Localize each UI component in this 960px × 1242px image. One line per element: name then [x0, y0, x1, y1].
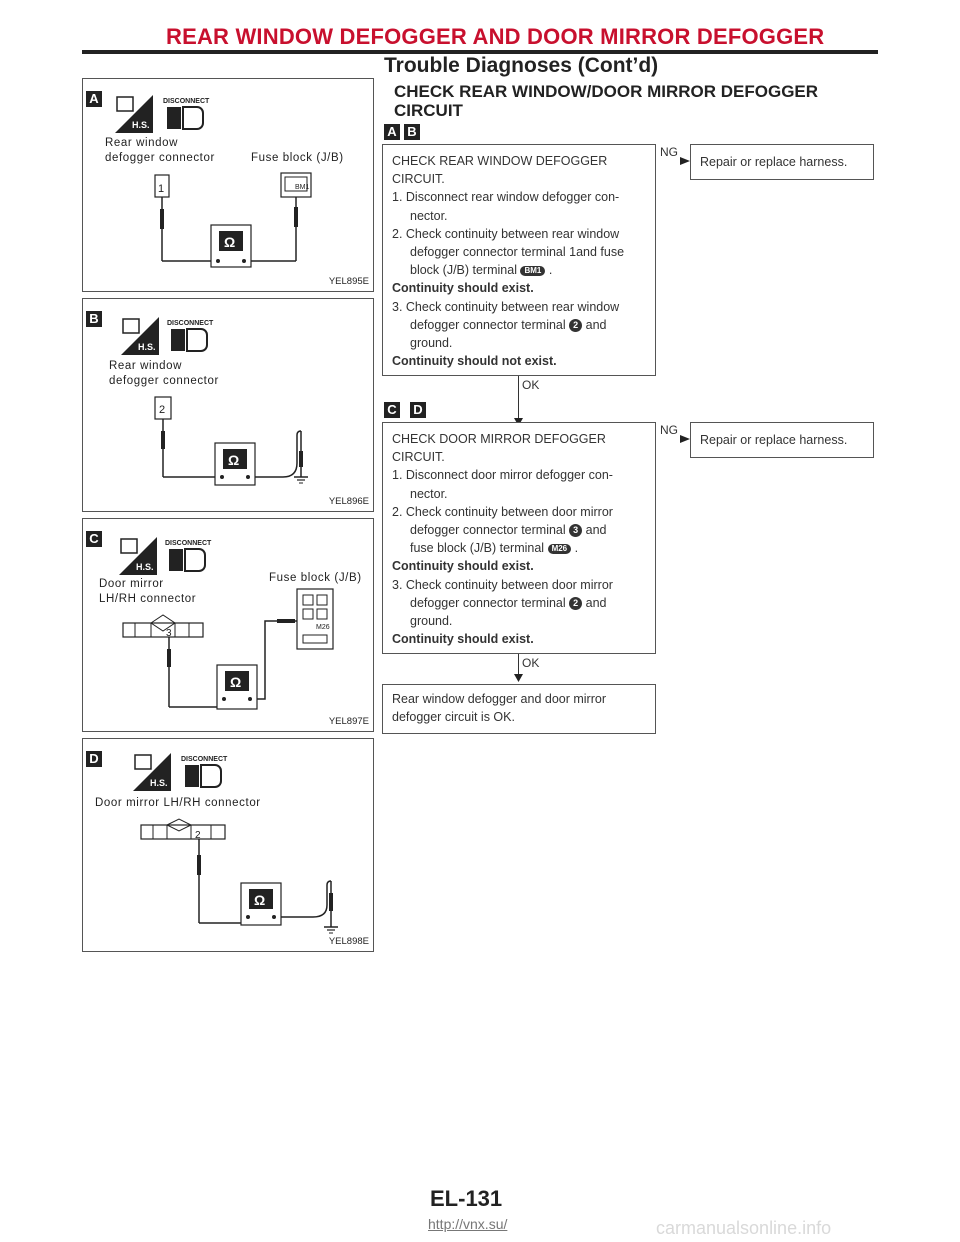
circled-terminal: 2 [569, 319, 582, 332]
disconnect-label: DISCONNECT [165, 540, 212, 547]
hs-label: H.S. [150, 778, 168, 788]
repair-box: Repair or replace harness. [690, 422, 874, 458]
ng-label: NG [660, 423, 678, 437]
panel-tag-c: C [86, 531, 102, 547]
flow-connector [518, 376, 519, 420]
step-tag-b: B [404, 124, 420, 140]
hs-label: H.S. [132, 120, 150, 130]
step1-box: CHECK REAR WINDOW DEFOGGER CIRCUIT. 1. Disconnect rear window defogger con- nector. 2. Check continuity between rear window defogger connector terminal 1and fuse block (J/B) terminal BM1 . Continuity should exist. 3. Check continuity between rear window defogger connector terminal 2 and ground. Continuity should not exist. [382, 144, 656, 376]
svg-text:Ω: Ω [254, 892, 266, 908]
panel-tag-b: B [86, 311, 102, 327]
diagram-panel-a [82, 78, 374, 292]
connector-label: Rear window defogger connector [105, 137, 215, 164]
disconnect-icon [181, 753, 231, 791]
figure-code: YEL895E [328, 276, 369, 287]
disconnect-icon [167, 317, 217, 355]
hs-icon [115, 95, 153, 133]
diagram-panel-c [82, 518, 374, 732]
hs-label: H.S. [136, 562, 154, 572]
svg-text:Ω: Ω [224, 234, 236, 250]
connector-pin-label: 2 [159, 404, 166, 416]
disconnect-label: DISCONNECT [181, 756, 228, 763]
hs-icon [119, 537, 157, 575]
watermark: carmanualsonline.info [656, 1218, 832, 1238]
step-tag-d: D [410, 402, 426, 418]
result-box: Rear window defogger and door mirror defogger circuit is OK. [382, 684, 656, 734]
repair-box: Repair or replace harness. [690, 144, 874, 180]
source-link[interactable]: http://vnx.su/ [428, 1216, 508, 1232]
svg-text:Ω: Ω [228, 452, 240, 468]
panel-tag-a: A [86, 91, 102, 107]
wiring-diagram [143, 171, 343, 281]
fuse-pin-label: BM1 [295, 184, 310, 191]
ok-label: OK [522, 656, 540, 670]
page-header-title: REAR WINDOW DEFOGGER AND DOOR MIRROR DEFOGGER [166, 24, 825, 49]
flow-connector [518, 654, 519, 676]
connector-pin-label: 3 [166, 628, 172, 639]
disconnect-label: DISCONNECT [167, 320, 214, 327]
arrow-down-icon [514, 674, 523, 682]
circled-terminal: 3 [569, 524, 582, 537]
connector-label: Door mirror LH/RH connector [95, 797, 261, 809]
figure-code: YEL897E [328, 716, 369, 727]
page-subtitle: Trouble Diagnoses (Cont’d) [384, 54, 659, 77]
terminal-badge: BM1 [520, 266, 545, 276]
fuse-block-label: Fuse block (J/B) [269, 572, 362, 584]
connector-label: Door mirror LH/RH connector [99, 578, 197, 605]
figure-code: YEL896E [328, 496, 369, 507]
wiring-diagram [137, 815, 357, 939]
hs-label: H.S. [138, 342, 156, 352]
connector-label: Rear window defogger connector [109, 360, 219, 387]
diagram-panel-d [82, 738, 374, 952]
step2-box: CHECK DOOR MIRROR DEFOGGER CIRCUIT. 1. Disconnect door mirror defogger con- nector. 2. Check continuity between door mirror defogger connector terminal 3 and fuse block (J/B) terminal M26 . Continuity should exist. 3. Check continuity between door mirror defogger connector terminal 2 and ground. Continuity should exist. [382, 422, 656, 654]
wiring-diagram [143, 395, 343, 495]
disconnect-label: DISCONNECT [163, 98, 210, 105]
ng-label: NG [660, 145, 678, 159]
section-title: CHECK REAR WINDOW/DOOR MIRROR DEFOGGER CIRCUIT [394, 82, 819, 120]
disconnect-icon [163, 95, 213, 133]
connector-pin-label: 2 [195, 830, 201, 841]
diagram-panel-b [82, 298, 374, 512]
step-tag-c: C [384, 402, 400, 418]
connector-pin-label: 1 [158, 183, 165, 195]
terminal-badge: M26 [548, 544, 572, 554]
fuse-pin-label: M26 [316, 624, 330, 631]
wiring-diagram [121, 587, 361, 721]
circled-terminal: 2 [569, 597, 582, 610]
page-number: EL-131 [430, 1186, 503, 1211]
panel-tag-d: D [86, 751, 102, 767]
hs-icon [133, 753, 171, 791]
hs-icon [121, 317, 159, 355]
figure-code: YEL898E [328, 936, 369, 947]
svg-text:Ω: Ω [230, 674, 242, 690]
fuse-block-label: Fuse block (J/B) [251, 152, 344, 164]
ok-label: OK [522, 378, 540, 392]
step-tag-a: A [384, 124, 400, 140]
disconnect-icon [165, 537, 215, 575]
